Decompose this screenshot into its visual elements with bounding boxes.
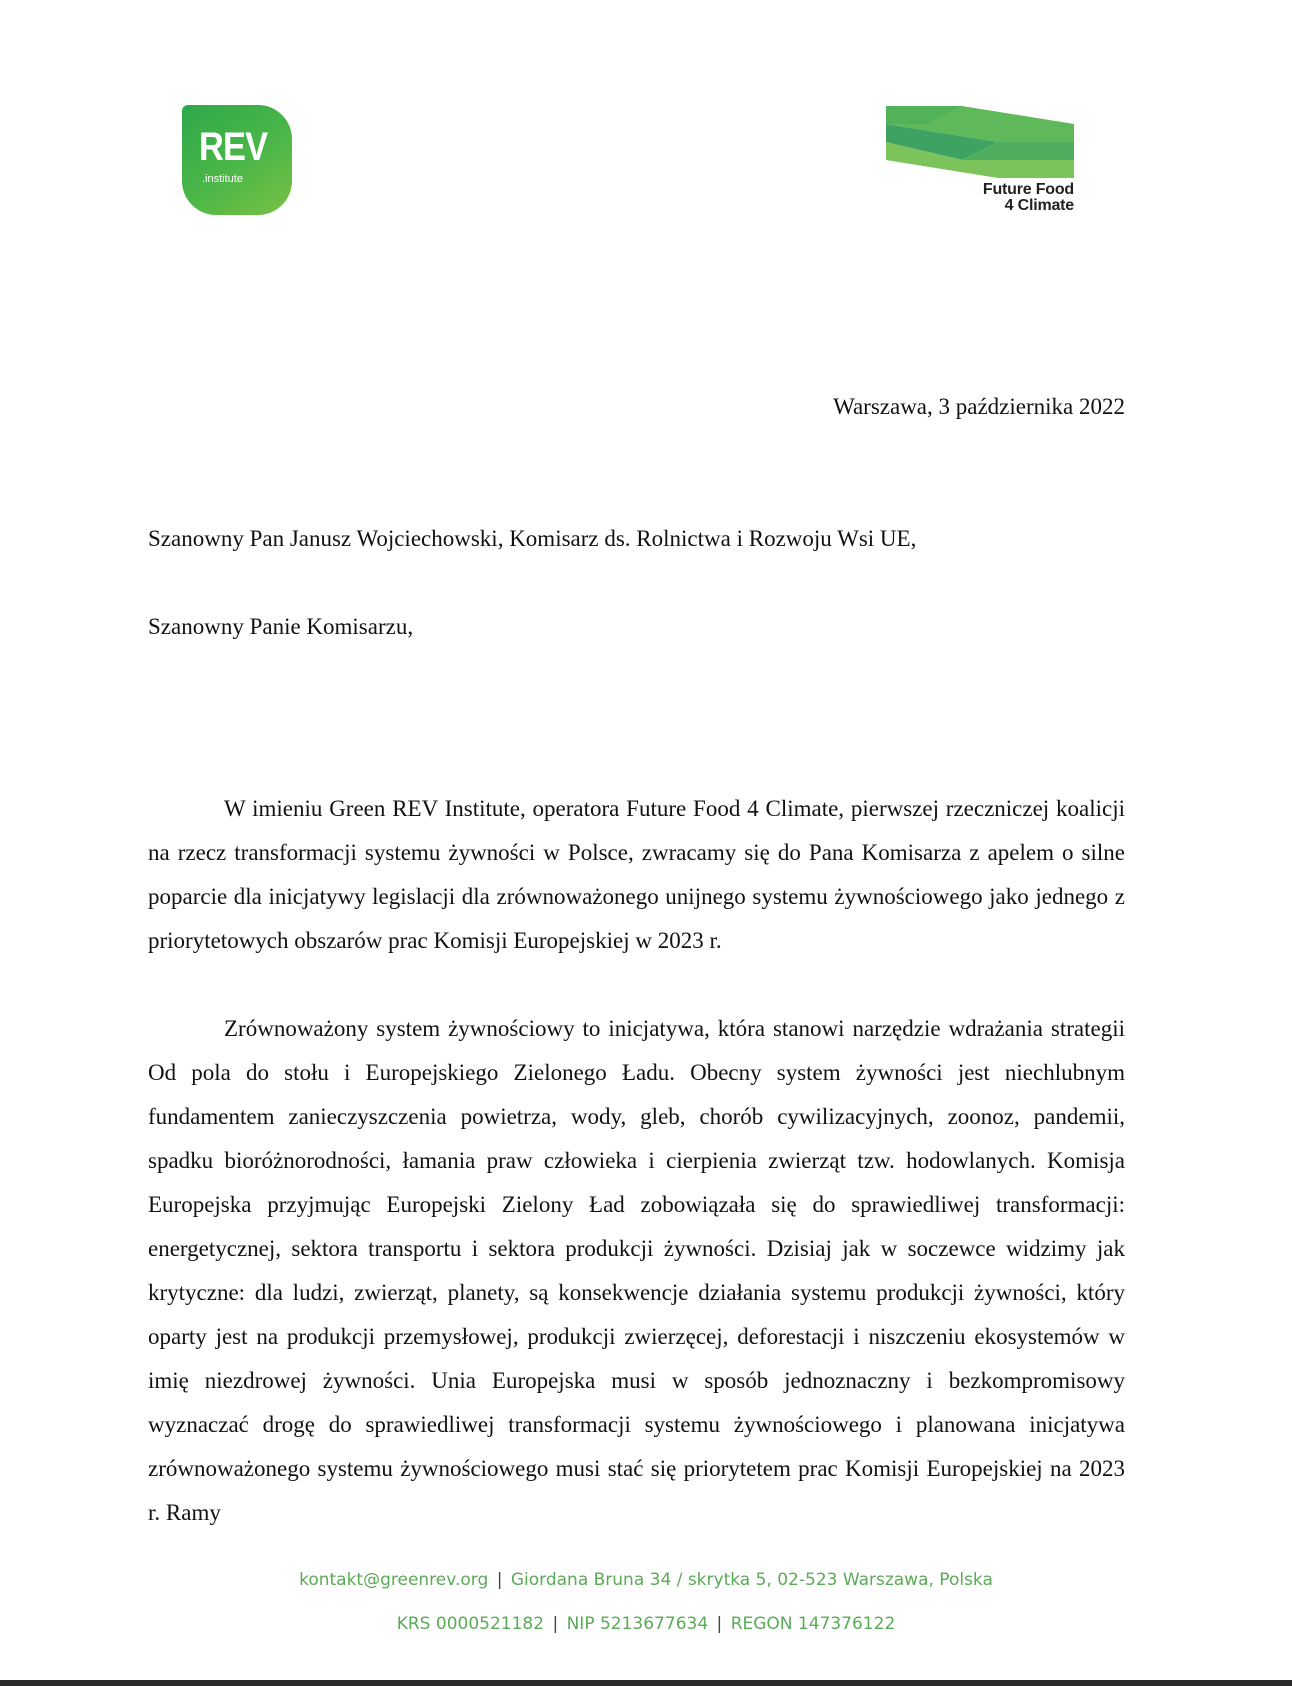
paragraph-2: Zrównoważony system żywnościowy to inicjatywa, która stanowi narzędzie wdrażania strategii Od pola do stołu i Europejskiego Zielonego Ładu. Obecny system żywności jest niechlubnym fundamentem zanieczyszczenia powietrza, wody, gleb, chorób cywilizacyjnych, zoonoz, pandemii, spadku bioróżnorodności, łamania praw człowieka i cierpienia zwierząt tzw. hodowlanych. Komisja Europejska przyjmując Europejski Zielony Ład zobowiązała się do sprawiedliwej transformacji: energetycznej, sektora transportu i sektora produkcji żywności. Dzisiaj jak w soczewce widzimy jak krytyczne: dla ludzi, zwierząt, planety, są konsekwencje działania systemu produkcji żywności, który oparty jest na produkcji przemysłowej, produkcji zwierzęcej, deforestacji i niszczeniu ekosystemów w imię niezdrowej żywności. Unia Europejska musi w sposób jednoznaczny i bezkompromisowy wyznaczać drogę do sprawiedliwej transformacji systemu żywnościowego i planowana inicjatywa zrównoważonego systemu żywnościowego musi stać się priorytetem prac Komisji Europejskiej na 2023 r. Ramy <box>148 1016 1125 1525</box>
letter-salutation: Szanowny Panie Komisarzu, <box>148 614 414 639</box>
letter-addressee: Szanowny Pan Janusz Wojciechowski, Komisarz ds. Rolnictwa i Rozwoju Wsi UE, <box>148 526 917 551</box>
footer-line-1 <box>0 1558 1292 1602</box>
page-footer <box>0 1558 1292 1646</box>
footer-line-2 <box>0 1602 1292 1646</box>
letter-content <box>148 787 1125 1535</box>
paragraph-1: W imieniu Green REV Institute, operatora Future Food 4 Climate, pierwszej rzeczniczej koalicji na rzecz transformacji systemu żywności w Polsce, zwracamy się do Pana Komisarza z apelem o silne poparcie dla inicjatywy legislacji dla zrównoważonego unijnego systemu żywnościowego jako jednego z priorytetowych obszarów prac Komisji Europejskiej w 2023 r. <box>148 796 1125 953</box>
footer-krs: KRS 0000521182 <box>396 1614 545 1634</box>
footer-separator: | <box>496 1570 503 1590</box>
rev-institute-logo <box>182 105 292 215</box>
ribbon-logo-icon <box>886 106 1074 178</box>
page-bottom-edge <box>0 1680 1292 1686</box>
rev-logo-word: REV <box>199 125 268 169</box>
letter-date: Warszawa, 3 października 2022 <box>833 394 1125 419</box>
ff-logo-line1: Future Food <box>982 181 1074 198</box>
future-food-4-climate-logo <box>886 106 1074 218</box>
footer-email: kontakt@greenrev.org <box>299 1570 489 1590</box>
footer-nip: NIP 5213677634 <box>566 1614 709 1634</box>
rev-logo-subtitle: .institute <box>202 173 243 185</box>
footer-separator: | <box>552 1614 559 1634</box>
ff-logo-wordmark <box>983 182 1074 214</box>
footer-address: Giordana Bruna 34 / skrytka 5, 02-523 Warszawa, Polska <box>510 1570 993 1590</box>
footer-separator: | <box>716 1614 723 1634</box>
footer-regon: REGON 147376122 <box>730 1614 896 1634</box>
ff-logo-line2: 4 Climate <box>1004 197 1074 214</box>
